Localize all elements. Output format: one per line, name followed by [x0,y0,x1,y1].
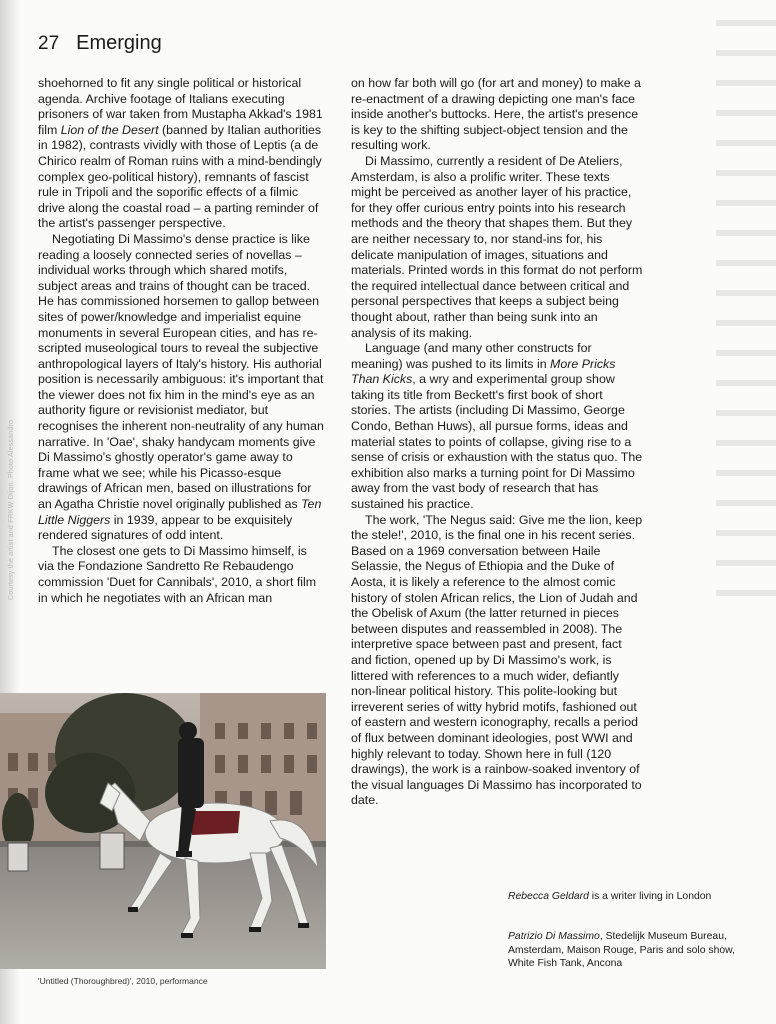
author-bio-text: Rebecca Geldard is a writer living in London [508,891,712,902]
artist-bio-text: Patrizio Di Massimo, Stedelijk Museum Bureau, Amsterdam, Maison Rouge, Paris and solo show, White Fish Tank, Ancona [508,931,735,970]
paragraph: The work, 'The Negus said: Give me the lion, keep the stele!', 2010, is the final one in his recent series. Based on a 1969 conversation between Haile Selassie, the Negus of Ethiopia and the Duke of Aosta, it is likely a reference to the almost comic history of stolen African relics, the Lion of Judah and the Obelisk of Axum (the latter returned in pieces between disputes and reassembled in 2008). The interpretive space between past and present, fact and fiction, opened up by Di Massimo's work, is littered with references to a much wider, defiantly non-linear political history. This polite-looking but irreverent series of witty hybrid motifs, fashioned out of eastern and western iconography, recalls a period of flux between dominant ideologies, post WWI and highly relevant to today. Shown here in full (120 drawings), the work is a rainbow-soaked inventory of the visual languages Di Massimo has incorporated to date. [351,512,643,808]
photo-horse-rider [0,693,326,969]
paragraph: on how far both will go (for art and money) to make a re-enactment of a drawing depicting one man's face inside another's buttocks. Here, the artist's presence is key to the shifting subject-object tension and the resulting work. [351,76,641,153]
photo-caption: 'Untitled (Thoroughbred)', 2010, performance [38,976,208,986]
paragraph: Language (and many other constructs for meaning) was pushed to its limits in More Pricks Than Kicks, a wry and experimental group show taking its title from Beckett's first book of short stories. The artists (including Di Massimo, George Condo, Bethan Huws), all pursue forms, ideas and material states to points of collapse, giving rise to a sense of crisis or exhaustion with the status quo. The exhibition also marks a turning point for Di Massimo away from the vast body of research that has sustained his practice. [351,341,643,512]
paragraph: Negotiating Di Massimo's dense practice is like reading a loosely connected series of novellas – individual works through which shared motifs, subject areas and trains of thought can be traced. He has commissioned horsemen to gallop between sites of power/knowledge and imperialist equine monuments in several European cities, and has re-scripted museological tours to reveal the subjective anthropological layers of Italy's history. His authorial position is necessarily ambiguous: it's important that the viewer does not fix him in the mind's eye as an authority figure or revisionist mediator, but recognises the inherent non-neutrality of any human narrative. In 'Oae', shaky handycam moments give Di Massimo's ghostly operator's game away to frame what we see; while his Picasso-esque drawings of African men, based on illustrations for an Agatha Christie novel originally published as Ten Little Niggers in 1939, appear to be exquisitely rendered signatures of odd intent. [38,231,324,543]
page-number: 27 [38,33,60,54]
left-column [38,76,326,606]
author-bio [508,890,763,904]
bleed-through [716,20,776,620]
page-header [38,32,162,55]
right-column [351,76,643,809]
paragraph: shoehorned to fit any single political or historical agenda. Archive footage of Italians executing prisoners of war taken from Mustapha Akkad's 1981 film Lion of the Desert (banned by Italian authorities in 1982), contrasts vividly with those of Leptis (a de Chirico realm of Roman ruins with a mind-bendingly complex geo-political history), remnants of fascist rule in Tripoli and the soporific effects of a filmic drive along the coastal road – a parting reminder of the artist's passenger perspective. [38,76,323,231]
photo-illustration [0,693,326,969]
paragraph: Di Massimo, currently a resident of De Ateliers, Amsterdam, is also a prolific writer. These texts might be perceived as another layer of his practice, for they offer curious entry points into his research methods and the theory that shapes them. But they are neither necessary to, nor stand-ins for, his delicate manipulation of images, situations and materials. Printed words in this format do not perform the required intellectual dance between critical and personal perspectives that keeps a subject being thought about, rather than being sunk into an analysis of its making. [351,153,643,340]
section-title: Emerging [76,32,162,54]
artist-bio [508,930,763,971]
photo-credit: Courtesy the artist and FRKW Dijon. Photo Alessandro [8,419,15,600]
paragraph: The closest one gets to Di Massimo himself, is via the Fondazione Sandretto Re Rebaudengo commission 'Duet for Cannibals', 2010, a short film in which he negotiates with an African man [38,543,317,605]
